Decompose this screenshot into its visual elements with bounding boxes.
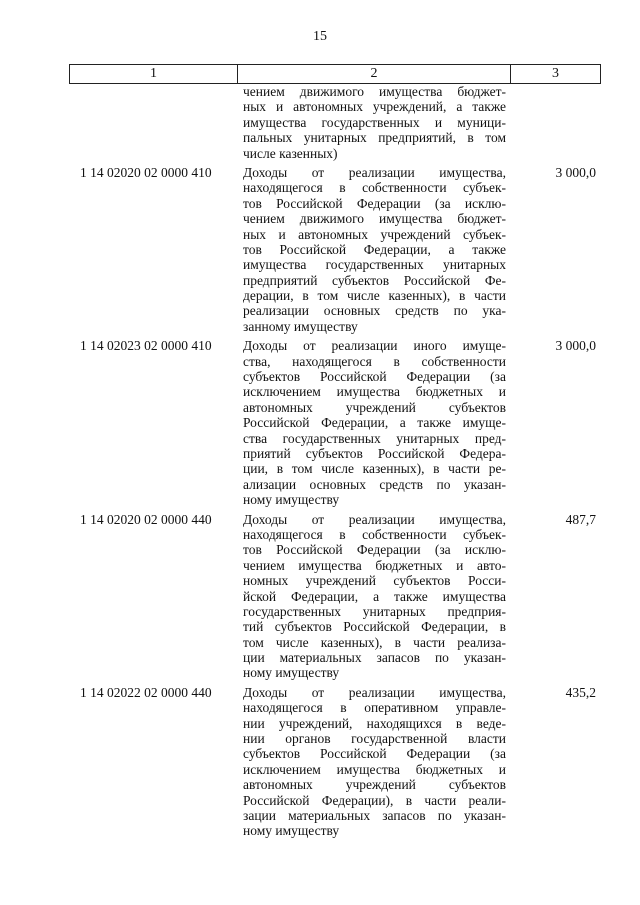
text-line: нии учреждений, находящихся в веде- xyxy=(243,715,506,731)
row-amount: 435,2 xyxy=(565,684,596,700)
text-line: находящегося в оперативном управле- xyxy=(243,700,506,716)
table-row xyxy=(0,512,640,681)
row-code: 1 14 02022 02 0000 440 xyxy=(80,684,212,700)
text-line: зации материальных запасов по указан- xyxy=(243,807,506,823)
row-amount: 487,7 xyxy=(565,511,596,527)
text-line: номных учреждений субъектов Росси- xyxy=(243,573,506,589)
text-line: ному имуществу xyxy=(243,492,340,508)
header-col-1: 1 xyxy=(70,65,238,83)
text-line: ному имуществу xyxy=(243,665,340,681)
text-line: приятий субъектов Российской Федера- xyxy=(243,445,506,461)
text-line: субъектов Российской Федерации (за xyxy=(243,746,506,762)
text-line: тов Российской Федерации, а также xyxy=(243,241,506,257)
text-line: пальных унитарных предприятий, в том xyxy=(243,130,506,146)
row-code: 1 14 02020 02 0000 410 xyxy=(80,164,212,180)
table-row xyxy=(0,338,640,507)
text-line: числе казенных) xyxy=(243,145,338,161)
text-line: автономных учреждений субъектов xyxy=(243,777,506,793)
text-line: Доходы от реализации иного имуще- xyxy=(243,338,506,354)
text-line: Российской Федерации, а также имуще- xyxy=(243,415,506,431)
text-line: ства, находящегося в собственности xyxy=(243,353,506,369)
text-line: имущества государственных и муници- xyxy=(243,114,506,130)
text-line: дерации, в том числе казенных), в части xyxy=(243,288,506,304)
row-description xyxy=(243,685,506,839)
row-code: 1 14 02023 02 0000 410 xyxy=(80,338,212,354)
text-line: ции, в том числе казенных), в части ре- xyxy=(243,461,506,477)
text-line: чением движимого имущества бюджет- xyxy=(243,211,506,227)
row-description xyxy=(243,338,506,507)
text-line: ции материальных запасов по указан- xyxy=(243,650,506,666)
header-col-3: 3 xyxy=(552,66,559,81)
text-line: ных и автономных учреждений субъек- xyxy=(243,226,506,242)
text-line: тий субъектов Российской Федерации, в xyxy=(243,619,506,635)
text-line: тов Российской Федерации (за исклю- xyxy=(243,542,506,558)
text-line: чением движимого имущества бюджет- xyxy=(243,84,506,99)
text-line: ализации основных средств по указан- xyxy=(243,476,506,492)
row-description xyxy=(243,512,506,681)
row-code: 1 14 02020 02 0000 440 xyxy=(80,511,212,527)
continuation-row xyxy=(0,84,640,161)
text-line: субъектов Российской Федерации (за xyxy=(243,369,506,385)
text-line: ному имуществу xyxy=(243,823,340,839)
text-line: Доходы от реализации имущества, xyxy=(243,684,506,700)
text-line: исключением имущества бюджетных и xyxy=(243,761,506,777)
table-body xyxy=(0,84,640,843)
text-line: йской Федерации, а также имущества xyxy=(243,588,506,604)
row-amount: 3 000,0 xyxy=(555,338,596,354)
text-line: чением имущества бюджетных и авто- xyxy=(243,557,506,573)
table-row xyxy=(0,165,640,334)
text-line: ных и автономных учреждений, а также xyxy=(243,99,506,115)
text-line: автономных учреждений субъектов xyxy=(243,399,506,415)
text-line: том числе казенных), в части реализа- xyxy=(243,634,506,650)
page-number: 15 xyxy=(313,29,327,44)
header-col-2: 2 xyxy=(238,65,511,83)
text-line: тов Российской Федерации (за исклю- xyxy=(243,195,506,211)
text-line: находящегося в собственности субъек- xyxy=(243,180,506,196)
row-amount: 3 000,0 xyxy=(555,164,596,180)
text-line: Доходы от реализации имущества, xyxy=(243,511,506,527)
text-line: имущества государственных унитарных xyxy=(243,257,506,273)
text-line: исключением имущества бюджетных и xyxy=(243,384,506,400)
text-line: занному имуществу xyxy=(243,318,358,334)
text-line: Российской Федерации), в части реали- xyxy=(243,792,506,808)
text-line: реализации основных средств по ука- xyxy=(243,303,506,319)
text-line: ства государственных унитарных пред- xyxy=(243,430,506,446)
continuation-text xyxy=(243,84,506,161)
row-description xyxy=(243,165,506,334)
text-line: предприятий субъектов Российской Фе- xyxy=(243,272,506,288)
text-line: находящегося в собственности субъек- xyxy=(243,526,506,542)
text-line: Доходы от реализации имущества, xyxy=(243,164,506,180)
table-row xyxy=(0,685,640,839)
text-line: нии органов государственной власти xyxy=(243,731,506,747)
text-line: государственных унитарных предприя- xyxy=(243,603,506,619)
table-header xyxy=(69,64,601,84)
